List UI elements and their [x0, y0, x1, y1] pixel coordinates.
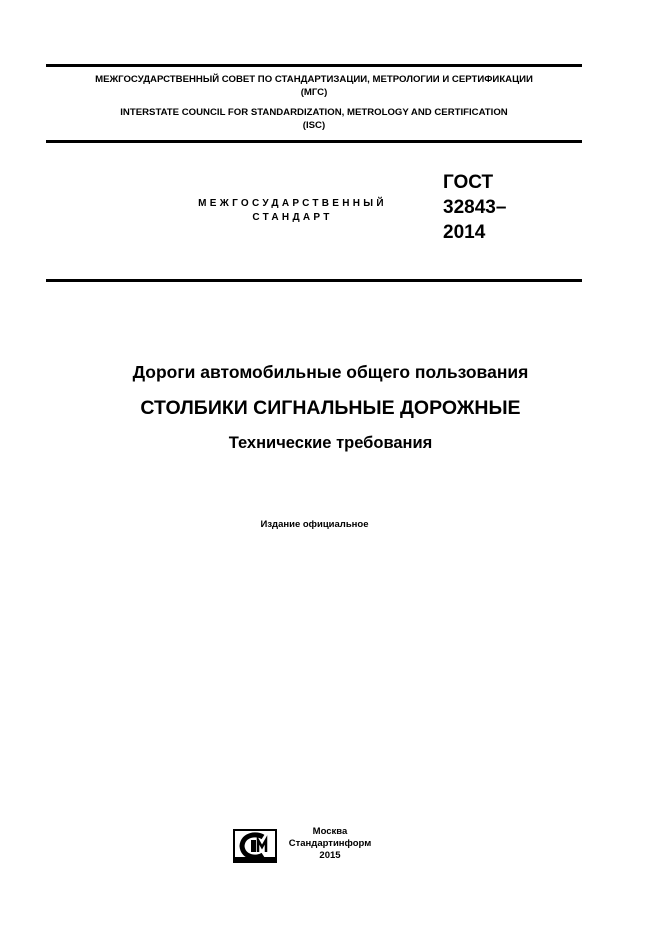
council-name-en-line1: INTERSTATE COUNCIL FOR STANDARDIZATION, METROLOGY AND CERTIFICATION — [120, 107, 508, 118]
top-divider — [46, 64, 582, 67]
standard-kind-line1: МЕЖГОСУДАРСТВЕННЫЙ — [198, 198, 387, 209]
council-abbr-ru: (МГС) — [300, 87, 328, 98]
council-abbr-en: (ISC) — [302, 120, 326, 131]
document-title-scope: Дороги автомобильные общего пользования — [132, 362, 529, 382]
council-name-ru-line1: МЕЖГОСУДАРСТВЕННЫЙ СОВЕТ ПО СТАНДАРТИЗАЦИИ, МЕТРОЛОГИИ И СЕРТИФИКАЦИИ — [95, 74, 533, 85]
document-title-main: СТОЛБИКИ СИГНАЛЬНЫЕ ДОРОЖНЫЕ — [140, 397, 521, 419]
publication-year: 2015 — [319, 850, 341, 861]
standartinform-logo-icon — [233, 829, 277, 863]
edition-note: Издание официальное — [260, 519, 369, 530]
gost-designation — [443, 170, 506, 245]
gost-number: 32843– — [443, 197, 507, 218]
council-name-ru — [46, 73, 582, 99]
bottom-divider — [46, 279, 582, 282]
middle-divider — [46, 140, 582, 143]
gost-year: 2014 — [443, 222, 486, 243]
publisher-name: Стандартинформ — [288, 838, 372, 849]
publisher-city: Москва — [312, 826, 348, 837]
gost-label: ГОСТ — [443, 172, 494, 193]
standard-kind — [170, 197, 415, 225]
publisher-imprint — [284, 826, 376, 862]
document-subtitle: Технические требования — [228, 434, 433, 452]
standard-kind-line2: СТАНДАРТ — [252, 212, 333, 223]
council-name-en — [46, 106, 582, 132]
